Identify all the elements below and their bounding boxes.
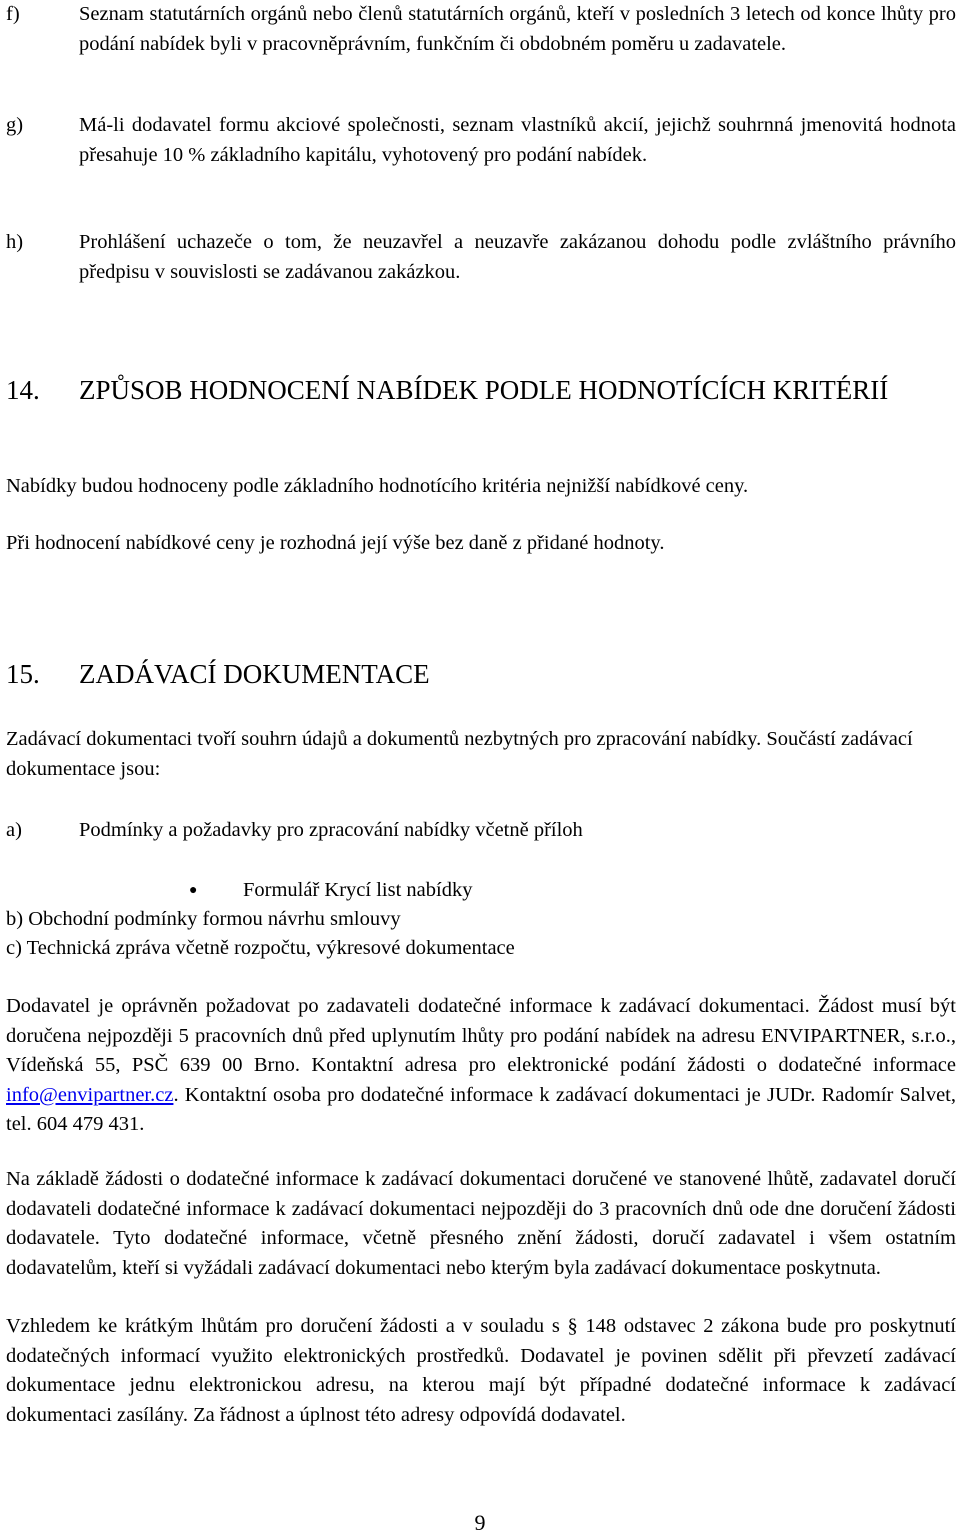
section-number: 15. bbox=[6, 659, 40, 689]
list-item-g bbox=[6, 111, 956, 170]
list-item-label: f) bbox=[6, 3, 20, 25]
section-15-paragraph-1 bbox=[6, 992, 956, 1140]
list-item-label: a) bbox=[6, 819, 22, 841]
line-b: b) Obchodní podmínky formou návrhu smlouvy bbox=[6, 908, 401, 930]
list-item-h bbox=[6, 228, 956, 287]
section-15-paragraph-2: Na základě žádosti o dodatečné informace k zadávací dokumentaci doručené ve stanovené lhůtě, zadavatel doručí dodavateli dodatečné informace k zadávací dokumentaci nejpozději do 3 pracovních dnů ode dne doručení žádosti dodavatele. Tyto dodatečné informace, včetně přesného znění žádosti, doručí zadavatel i všem ostatním dodavatelům, kteří si vyžádali zadávací dokumentaci nebo kterým byla zadávací dokumentace poskytnuta. bbox=[6, 1168, 956, 1279]
list-item-label: g) bbox=[6, 114, 24, 136]
paragraph-text: . Kontaktní osoba pro dodatečné informace k zadávací dokumentaci je JUDr. Radomír Salvet, tel. 604 479 431. bbox=[6, 1083, 956, 1135]
line-c: c) Technická zpráva včetně rozpočtu, výkresové dokumentace bbox=[6, 937, 515, 959]
paragraph-text: Dodavatel je oprávněn požadovat po zadavateli dodatečné informace k zadávací dokumentaci. Žádost musí být doručena nejpozději 5 pracovních dnů před uplynutím lhůty pro podání nabídek na adresu ENVIPARTNER, s.r.o., Vídeňská 55, PSČ 639 00 Brno. Kontaktní adresa pro elektronické podání žádosti o dodatečné informace bbox=[6, 995, 956, 1076]
page-number: 9 bbox=[474, 1510, 486, 1535]
section-title: ZPŮSOB HODNOCENÍ NABÍDEK PODLE HODNOTÍCÍCH KRITÉRIÍ bbox=[79, 375, 889, 405]
section-14-paragraph-1: Nabídky budou hodnoceny podle základního hodnotícího kritéria nejnižší nabídkové ceny. bbox=[6, 475, 749, 497]
section-15-intro: Zadávací dokumentaci tvoří souhrn údajů a dokumentů nezbytných pro zpracování nabídky. Součástí zadávací dokumentace jsou: bbox=[6, 728, 913, 780]
section-15-heading bbox=[6, 658, 956, 691]
list-item-text: Má-li dodavatel formu akciové společnosti, seznam vlastníků akcií, jejichž souhrnná jmenovitá hodnota přesahuje 10 % základního kapitálu, vyhotovený pro podání nabídek. bbox=[79, 114, 956, 166]
list-item-text: Seznam statutárních orgánů nebo členů statutárních orgánů, kteří v posledních 3 letech od konce lhůty pro podání nabídek byli v pracovněprávním, funkčním či obdobném poměru u zadavatele. bbox=[79, 3, 956, 55]
list-item-text: Podmínky a požadavky pro zpracování nabídky včetně příloh bbox=[79, 819, 583, 841]
section-15-paragraph-3: Vzhledem ke krátkým lhůtám pro doručení žádosti a v souladu s § 148 odstavec 2 zákona bude pro poskytnutí dodatečných informací využito elektronických prostředků. Dodavatel je povinen sdělit při převzetí zadávací dokumentace jednu elektronickou adresu, na kterou mají být případné dodatečné informace k zadávací dokumentaci zasílány. Za řádnost a úplnost této adresy odpovídá dodavatel. bbox=[6, 1315, 956, 1426]
bullet-text: Formulář Krycí list nabídky bbox=[243, 879, 473, 901]
list-item-text: Prohlášení uchazeče o tom, že neuzavřel a neuzavře zakázanou dohodu podle zvláštního právního předpisu v souvislosti se zadávanou zakázkou. bbox=[79, 231, 956, 283]
email-link[interactable]: info@envipartner.cz bbox=[6, 1083, 174, 1106]
section-title: ZADÁVACÍ DOKUMENTACE bbox=[79, 659, 430, 689]
bullet-item bbox=[6, 876, 956, 906]
list-item-f bbox=[6, 0, 956, 59]
section-14-heading bbox=[6, 374, 956, 407]
bullet-dot-icon: ● bbox=[189, 883, 198, 898]
section-number: 14. bbox=[6, 375, 40, 405]
list-item-a bbox=[6, 816, 956, 846]
section-14-paragraph-2: Při hodnocení nabídkové ceny je rozhodná její výše bez daně z přidané hodnoty. bbox=[6, 532, 665, 554]
list-item-label: h) bbox=[6, 231, 24, 253]
